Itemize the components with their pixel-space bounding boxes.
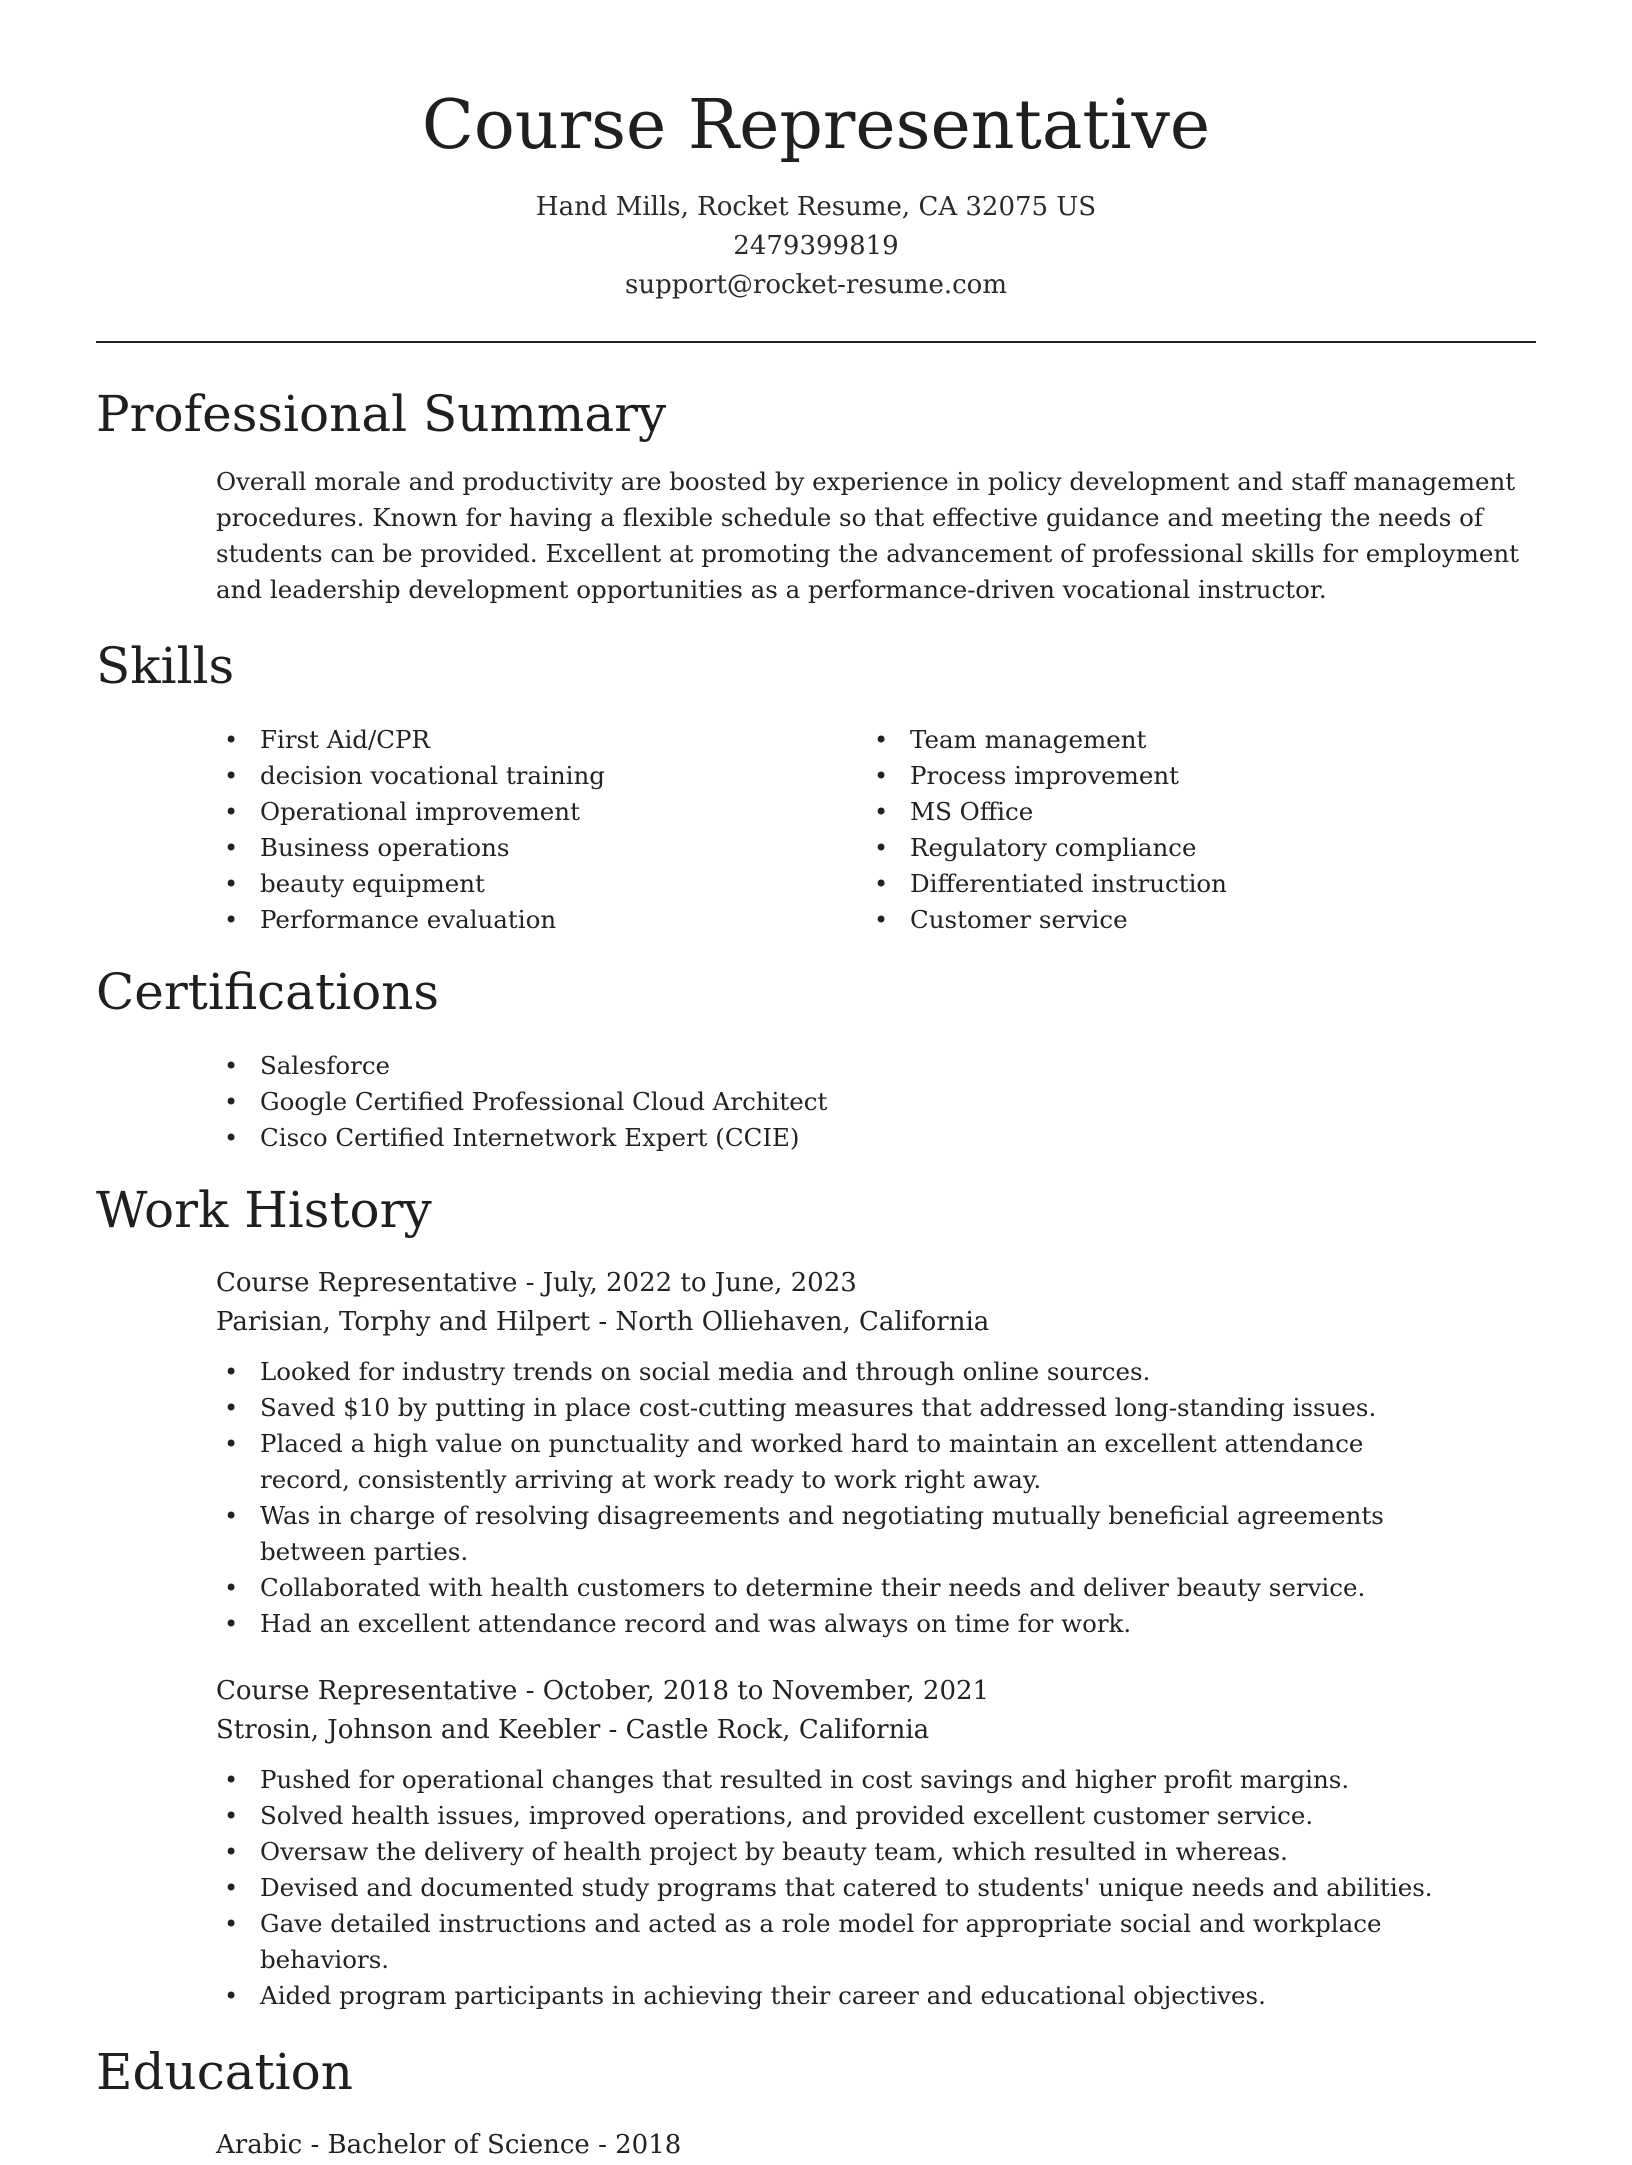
job-company-line — [216, 1303, 1536, 1342]
work-history-heading: Work History — [96, 1181, 432, 1239]
skill-item: • Performance evaluation — [216, 902, 866, 938]
resume-content — [96, 378, 1536, 2165]
job-bullet: • Was in charge of resolving disagreements and negotiating mutually beneficial agreements between parties. — [216, 1498, 1460, 1570]
certifications-list — [216, 1048, 1536, 1156]
job-dates: October, 2018 to November, 2021 — [542, 1676, 990, 1706]
summary-text: Overall morale and productivity are boosted by experience in policy development and staff management procedures. Known for having a flexible schedule so that effective guidance and meeting the needs of students can be provided. Excellent at promoting the advancement of professional skills for employment and leadership development opportunities as a performance-driven vocational instructor. — [216, 467, 1519, 604]
certifications-heading: Certifications — [96, 963, 440, 1021]
job-bullet: • Saved $10 by putting in place cost-cutting measures that addressed long-standing issues. — [216, 1390, 1460, 1426]
job-bullets — [216, 1762, 1536, 2014]
separator: - — [517, 1268, 543, 1298]
job-bullet: • Aided program participants in achieving their career and educational objectives. — [216, 1978, 1460, 2014]
contact-email: support@rocket-resume.com — [624, 270, 1007, 300]
job-bullet: • Oversaw the delivery of health project by beauty team, which resulted in whereas. — [216, 1834, 1460, 1870]
job-location: North Olliehaven, California — [615, 1307, 990, 1337]
separator: - — [590, 1307, 616, 1337]
job-bullets — [216, 1354, 1536, 1642]
skill-item: • MS Office — [866, 794, 1516, 830]
job-dates: July, 2022 to June, 2023 — [542, 1268, 857, 1298]
skill-item: • Team management — [866, 722, 1516, 758]
skill-item: • Operational improvement — [216, 794, 866, 830]
skills-heading: Skills — [96, 637, 235, 695]
job-bullet: • Pushed for operational changes that resulted in cost savings and higher profit margins. — [216, 1762, 1460, 1798]
job-bullet: • Placed a high value on punctuality and worked hard to maintain an excellent attendance record, consistently arriving at work ready to work right away. — [216, 1426, 1460, 1498]
skill-item: • beauty equipment — [216, 866, 866, 902]
certification-item: • Salesforce — [216, 1048, 1536, 1084]
summary-heading: Professional Summary — [96, 385, 667, 443]
separator: - — [517, 1676, 543, 1706]
skill-item: • Customer service — [866, 902, 1516, 938]
skill-item: • First Aid/CPR — [216, 722, 866, 758]
job-company: Parisian, Torphy and Hilpert — [216, 1307, 591, 1337]
candidate-name: Course Representative — [421, 86, 1211, 165]
skill-item: • Regulatory compliance — [866, 830, 1516, 866]
education-entry: Arabic - Bachelor of Science - 2018 — [216, 2130, 682, 2160]
skills-list-left — [216, 722, 866, 938]
separator: - — [600, 1715, 626, 1745]
job-bullet: • Collaborated with health customers to determine their needs and deliver beauty service. — [216, 1570, 1460, 1606]
skills-section — [96, 630, 1536, 938]
job-location: Castle Rock, California — [625, 1715, 930, 1745]
header-divider — [96, 341, 1536, 343]
skill-item: • Business operations — [216, 830, 866, 866]
job-bullet: • Had an excellent attendance record and was always on time for work. — [216, 1606, 1460, 1642]
certifications-section — [96, 956, 1536, 1156]
summary-section — [96, 378, 1536, 608]
certification-item: • Cisco Certified Internetwork Expert (CCIE) — [216, 1120, 1536, 1156]
job-bullet: • Looked for industry trends on social media and through online sources. — [216, 1354, 1460, 1390]
job-entry — [216, 1672, 1536, 2014]
skills-columns — [216, 722, 1536, 938]
job-bullet: • Devised and documented study programs that catered to students' unique needs and abilities. — [216, 1870, 1460, 1906]
job-bullet: • Gave detailed instructions and acted as a role model for appropriate social and workplace behaviors. — [216, 1906, 1460, 1978]
job-title: Course Representative — [216, 1676, 518, 1706]
work-history-section — [96, 1174, 1536, 2014]
contact-phone: 2479399819 — [733, 231, 899, 261]
certification-item: • Google Certified Professional Cloud Architect — [216, 1084, 1536, 1120]
job-title-line — [216, 1672, 1536, 1711]
contact-address: Hand Mills, Rocket Resume, CA 32075 US — [535, 192, 1097, 222]
job-bullet: • Solved health issues, improved operations, and provided excellent customer service. — [216, 1798, 1460, 1834]
skill-item: • Process improvement — [866, 758, 1516, 794]
resume-header — [0, 0, 1632, 305]
skills-list-right — [866, 722, 1516, 938]
job-title: Course Representative — [216, 1268, 518, 1298]
job-company: Strosin, Johnson and Keebler — [216, 1715, 601, 1745]
education-heading: Education — [96, 2043, 353, 2101]
job-entry — [216, 1264, 1536, 1642]
skill-item: • decision vocational training — [216, 758, 866, 794]
job-title-line — [216, 1264, 1536, 1303]
education-section — [96, 2036, 1536, 2165]
contact-block — [0, 188, 1632, 305]
job-company-line — [216, 1711, 1536, 1750]
skill-item: • Differentiated instruction — [866, 866, 1516, 902]
